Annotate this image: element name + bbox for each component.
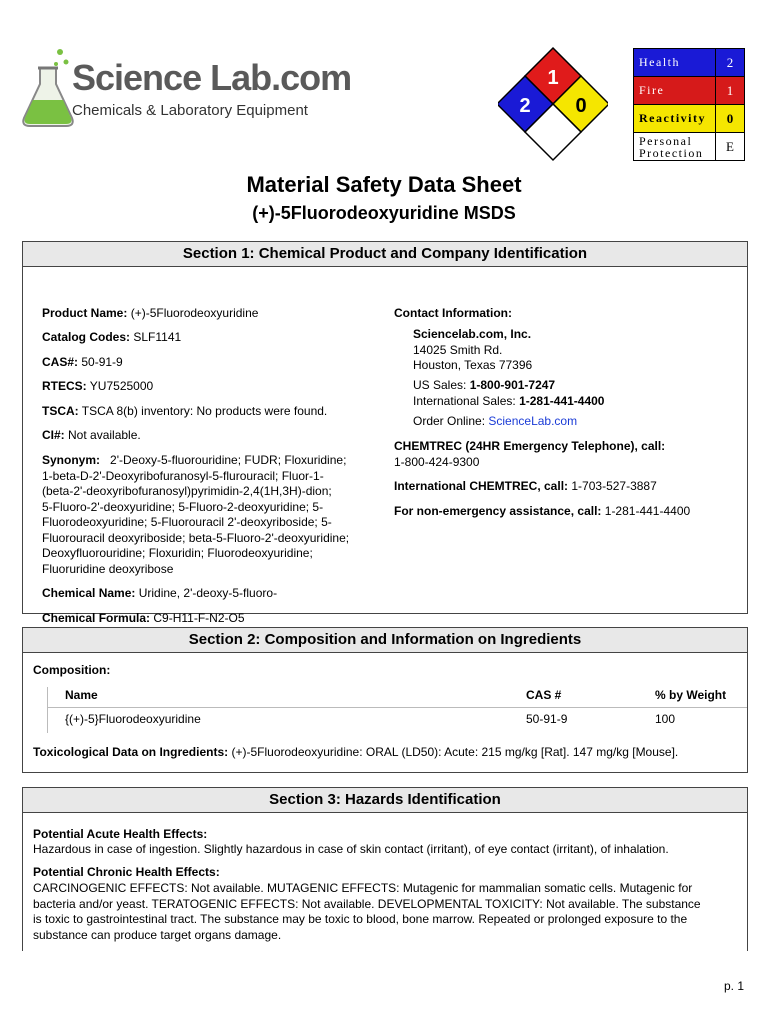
chronic-effects-label: Potential Chronic Health Effects: — [33, 865, 220, 879]
hazard-label: Reactivity — [634, 105, 716, 133]
page-subtitle: (+)-5Fluorodeoxyuridine MSDS — [252, 203, 516, 223]
cas-field: CAS#: 50-91-9 — [42, 355, 123, 369]
tsca-field: TSCA: TSCA 8(b) inventory: No products were found. — [42, 404, 328, 418]
hazard-value: 2 — [716, 49, 745, 77]
section-3 — [22, 787, 748, 951]
column-header: CAS # — [526, 687, 562, 702]
hazard-label: Personal Protection — [634, 133, 716, 161]
acute-effects-label: Potential Acute Health Effects: — [33, 827, 208, 841]
logo-brand: Science Lab.com — [72, 57, 352, 98]
hazard-row-health — [634, 49, 745, 77]
composition-label: Composition: — [33, 663, 111, 677]
column-header: Name — [65, 687, 98, 702]
hazard-row-personal-protection — [634, 133, 745, 161]
contact-label: Contact Information: — [394, 306, 512, 320]
section-2 — [22, 627, 748, 773]
sales-phones: US Sales: 1-800-901-7247 International Sales: 1-281-441-4400 — [413, 378, 605, 408]
sciencelab-link[interactable]: ScienceLab.com — [488, 414, 578, 428]
chemtrec-field: CHEMTREC (24HR Emergency Telephone), call: 1-800-424-9300 — [394, 439, 666, 469]
table-cell: 100 — [637, 708, 747, 732]
acute-effects-text: Hazardous in case of ingestion. Slightly hazardous in case of skin contact (irritant), of eye contact (irritant), of inhalation. — [33, 842, 669, 856]
rtecs-field: RTECS: YU7525000 — [42, 379, 154, 393]
column-header: % by Weight — [655, 687, 727, 702]
company-address: Sciencelab.com, Inc. 14025 Smith Rd. Houston, Texas 77396 — [413, 327, 533, 372]
section-heading: Section 1: Chemical Product and Company Identification — [23, 242, 747, 267]
section-heading: Section 2: Composition and Information on Ingredients — [23, 628, 747, 653]
section-1 — [22, 241, 748, 625]
catalog-code-field: Catalog Codes: SLF1141 — [42, 330, 182, 344]
intl-chemtrec-field: International CHEMTREC, call: 1-703-527-3887 — [394, 479, 657, 493]
hazard-label: Health — [634, 49, 716, 77]
hazard-row-fire — [634, 77, 745, 105]
chemical-name-field: Chemical Name: Uridine, 2'-deoxy-5-fluoro- — [42, 586, 278, 600]
section-heading: Section 3: Hazards Identification — [23, 788, 747, 813]
logo-tagline: Chemicals & Laboratory Equipment — [72, 102, 308, 119]
hazard-value: 0 — [716, 105, 745, 133]
non-emergency-field: For non-emergency assistance, call: 1-281-441-4400 — [394, 504, 691, 518]
hazard-label: Fire — [634, 77, 716, 105]
chemical-formula-field: Chemical Formula: C9-H11-F-N2-O5 — [42, 611, 245, 625]
table-cell: 50-91-9 — [508, 708, 637, 732]
nfpa-health-value: 2 — [519, 95, 531, 117]
hazard-row-reactivity — [634, 105, 745, 133]
chronic-effects-text: CARCINOGENIC EFFECTS: Not available. MUTAGENIC EFFECTS: Mutagenic for mammalian somatic cells. Mutagenic for bacteria and/or yeast. TERATOGENIC EFFECTS: Not available. DEVELOPMENTAL TOXICITY: Not available. The substance is toxic to gastrointestinal tract. The substance may be toxic to blood, bone marrow. Repeated or prolonged exposure to the substance can produce target organs damage. — [33, 881, 701, 942]
table-cell: {(+)-5}Fluorodeoxyuridine — [47, 708, 508, 732]
composition-table — [47, 684, 747, 731]
table-row — [47, 708, 747, 732]
hazard-rating-table — [633, 48, 745, 161]
flask-icon — [20, 44, 80, 130]
ci-field: CI#: Not available. — [42, 428, 141, 442]
page-number: p. 1 — [724, 979, 745, 993]
nfpa-diamond — [498, 46, 608, 166]
synonym-field: Synonym: 2'-Deoxy-5-fluorouridine; FUDR; Floxuridine; 1-beta-D-2'-Deoxyribofuranosyl-5-flurouracil; Fluor-1- (beta-2'-deoxyribofuranosyl)pyrimidin-2,4(1H,3H)-dion; 5-Fluoro-2'-deoxyuridine; 5-Fluoro-2-deoxyuridine; 5- Fluorodeoxyuridine; 5-Fluorouracil 2'-deoxyriboside; 5- Fluorouracil deoxyriboside; beta-5-Fluoro-2'-deoxyuridine; Deoxyfluorouridine; Floxuridin; Fluorodeoxyuridine; Fluoruridine deoxyribose — [42, 453, 350, 576]
product-name-field: Product Name: (+)-5Fluorodeoxyuridine — [42, 306, 259, 320]
hazard-value: E — [716, 133, 745, 161]
hazard-value: 1 — [716, 77, 745, 105]
page-title: Material Safety Data Sheet — [246, 172, 522, 197]
toxicological-data: Toxicological Data on Ingredients: (+)-5Fluorodeoxyuridine: ORAL (LD50): Acute: 215 mg/kg [Rat]. 147 mg/kg [Mouse]. — [33, 745, 679, 759]
nfpa-fire-value: 1 — [547, 67, 559, 89]
table-header-row — [47, 684, 747, 708]
nfpa-reactivity-value: 0 — [575, 95, 587, 117]
order-online: Order Online: ScienceLab.com — [413, 414, 578, 428]
